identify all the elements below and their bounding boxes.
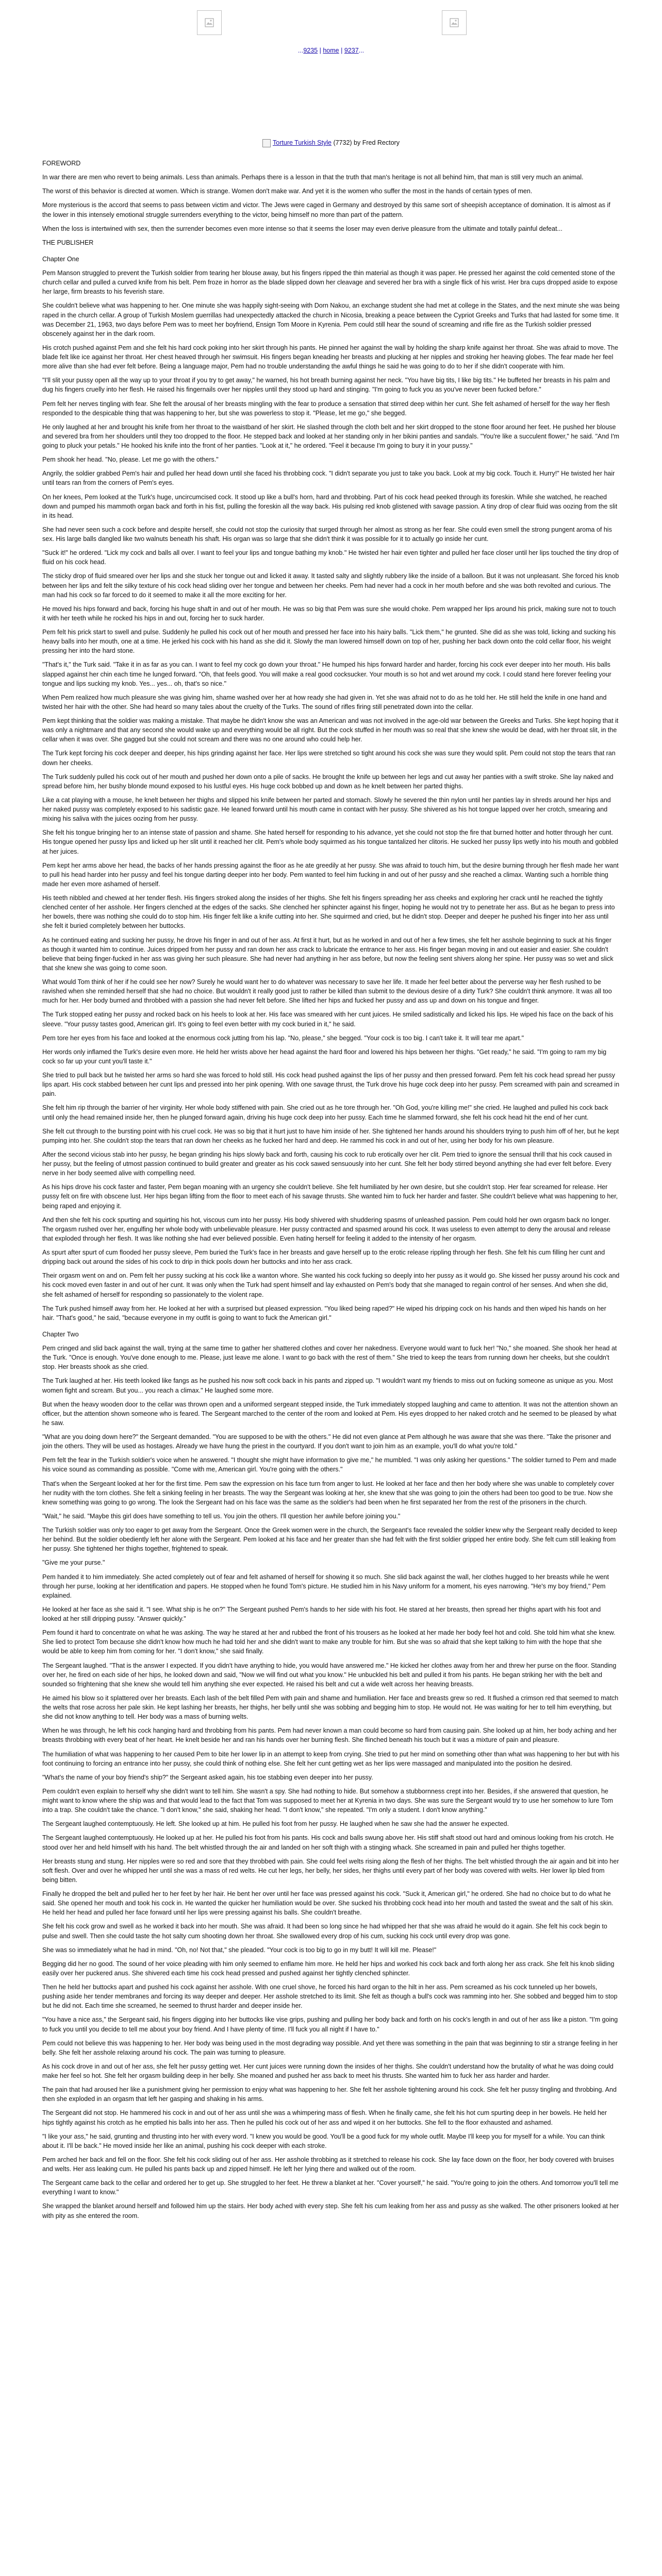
home-link[interactable]: home xyxy=(323,47,339,54)
nav-separator: | xyxy=(341,47,343,54)
top-banner-row xyxy=(0,0,662,44)
banner-ad-right[interactable] xyxy=(442,10,467,35)
story-paragraph: "You have a nice ass," the Sergeant said, his fingers digging into her buttocks like vise grips, pushing and pulling her body back and forth on his cock's length in and out of her ass like a piston. "I'm going to fuck you until you decide to tell me about your boy friend. And I have plenty of time. I'll fuck you all night if I have to." xyxy=(42,2016,618,2033)
prev-dots: ... xyxy=(297,47,304,54)
story-paragraph: Pem felt his prick start to swell and pulse. Suddenly he pulled his cock out of her mouth and pressed her face into his hairy balls. "Lick them," he grunted. She did as she was told, licking and sucking his heavy balls into her mouth, one at a time. He jerked his cock with his hand as she did it. Slowly the man lowered himself down on top of her, pushing her back down onto the cold cellar floor, his weight pressing her into the hard stone. xyxy=(42,629,616,655)
story-paragraph: He only laughed at her and brought his knife from her throat to the waistband of her skirt. He slashed through the cloth belt and her skirt dropped to the stone floor around her feet. He pushed her blouse and severed bra from her shoulders until they too dropped to the floor. He stepped back and looked at her standing only in her bikini panties and sandals. "You're like a succulent flower," he said. "And I'm going to pluck your petals." He hooked his knife into the front of her panties. "Look at it," he ordered. "Feel it because I'm going to bury it in your pussy." xyxy=(42,423,620,449)
story-paragraph: The humiliation of what was happening to her caused Pem to bite her lower lip in an attempt to keep from crying. She tried to put her mind on something other than what was happening to her but with his foot continuing to forcing an entrance into her pussy, she could think of nothing else. She felt her cunt getting wet as her lips were massaged and manipulated into the position he desired. xyxy=(42,1750,620,1767)
story-paragraph: On her knees, Pem looked at the Turk's huge, uncircumcised cock. It stood up like a bull's horn, hard and throbbing. Part of his cock head peeked through its foreskin. While she watched, he reached down and pumped his mammoth organ back and forth in his fist, pulling the foreskin all the way back. His pulsing red knob glistened with savage passion. A tiny drop of clear fluid was oozing from the slit in its head. xyxy=(42,493,618,519)
story-paragraph: The Turk stopped eating her pussy and rocked back on his heels to look at her. His face was smeared with her cunt juices. He smiled sadistically and licked his lips. He wiped his face on the back of his sleeve. "Your pussy tastes good, American girl. It's going to feel even better with my cock buried in it," he said. xyxy=(42,1011,614,1028)
story-paragraph: The worst of this behavior is directed at women. Which is strange. Women don't make war. And yet it is the women who suffer the most in the hands of certain types of men. xyxy=(42,188,533,195)
story-body xyxy=(0,148,662,2221)
story-paragraph: Pem arched her back and fell on the floor. She felt his cock sliding out of her ass. Her asshole throbbing as it stretched to release his cock. She lay face down on the floor, her body covered with bruises and welts. Her ass leaking cum. He pulled his pants back up and zipped himself. He left her lying there and walked out of the room. xyxy=(42,2156,614,2173)
story-paragraph: The sticky drop of fluid smeared over her lips and she stuck her tongue out and licked it away. It tasted salty and slightly rubbery like the inside of a balloon. But it was not unpleasant. She forced his knob between her lips and felt the silky texture of his cock head sliding over her tongue and between her cheeks. Pem had never had a cock in her mouth before and she was both revolted and curious. The man had his cock so far forced to do it seemed to make it all the more exciting for her. xyxy=(42,572,619,599)
story-paragraph: "I like your ass," he said, grunting and thrusting into her with every word. "I knew you would be good. You'll be a good fuck for my whole outfit. Maybe I'll keep you for myself for a while. You can think about it. I'll be back." He moved inside her like an animal, pushing his cock deeper with each stroke. xyxy=(42,2132,605,2149)
story-paragraph: "That's it," the Turk said. "Take it in as far as you can. I want to feel my cock go down your throat." He humped his hips forward harder and harder, forcing his cock ever deeper into her mouth. His balls slapped against her chin each time he lunged forward. "Oh, that feels good. You will make a real good cocksucker. Your mouth is so hot and wet around my cock. I could stand here forever feeling your tongue and lips sucking my knob. Yes... yes... oh, that's so nice." xyxy=(42,661,611,687)
story-paragraph: "Wait," he said. "Maybe this girl does have something to tell us. You join the others. I'll question her awhile before joining you." xyxy=(42,1512,401,1520)
story-paragraph: Her breasts stung and stung. Her nipples were so red and sore that they throbbed with pain. She could feel welts rising along the flesh of her thighs. The belt whistled through the air again and bit into her soft flesh. Over and over he whipped her until she was a mass of red welts. He cut her legs, her belly, her sides, her thighs until every part of her body was covered with welts. Her lower lip bled from being bitten. xyxy=(42,1857,619,1884)
story-paragraph: Finally he dropped the belt and pulled her to her feet by her hair. He bent her over until her face was pressed against his cock. "Suck it, American girl," he ordered. She had no choice but to do what he said. She opened her mouth and took his cock in. He wanted the quicker her humiliation would be over. She sucked his throbbing cock head into her mouth and tasted the sweat and the salt of his skin. He held her head and pulled her face forward until her lips were pressing against his balls. She couldn't breathe. xyxy=(42,1890,614,1917)
story-paragraph: What would Tom think of her if he could see her now? Surely he would want her to do whatever was necessary to save her life. It made her feel better about the perverse way her flesh rushed to be ravished when she reminded herself that she had no choice. But wouldn't it really good just to rather be killed than submit to the devious desire of a dirty Turk? She couldn't think anymore. It was all too much for her. Her body burned and throbbed with a passion she had never felt before. She lifted her hips and fucked her pussy and ass up and down on his tongue and finger. xyxy=(42,978,612,1005)
story-navigation xyxy=(0,44,662,57)
story-paragraph: The pain that had aroused her like a punishment giving her permission to enjoy what was happening to her. She felt her asshole tightening around his cock. She felt her pussy tingling and throbbing. And then she exploded in an orgasm that left her gasping and shaking in his arms. xyxy=(42,2086,617,2103)
story-paragraph: As his hips drove his cock faster and faster, Pem began moaning with an urgency she couldn't believe. She felt humiliated by her own desire, but she couldn't stop. Her fear screamed for release. Her pussy felt on fire with obscene lust. Her hips began lifting from the floor to meet each of his savage thrusts. She wanted him to fuck her harder and faster. She couldn't believe what was happening to her, being raped and enjoying it. xyxy=(42,1183,618,1210)
story-paragraph: He aimed his blow so it splattered over her breasts. Each lash of the belt filled Pem with pain and shame and humiliation. Her face and breasts grew so red. It flushed a crimson red that seemed to match the welts that rose across her pale skin. He kept lashing her breasts, her thighs, her belly until she was sobbing and begging him to stop. He would not. He was waiting for her to tell him everything, but she did not know anything to tell. Her body was a mass of burning welts. xyxy=(42,1694,619,1721)
story-paragraph: She wrapped the blanket around herself and followed him up the stairs. Her body ached with every step. She felt his cum leaking from her ass and pussy as she walked. The other prisoners looked at her with pity as she entered the room. xyxy=(42,2202,619,2219)
story-paragraph: She felt cut through to the bursting point with his cruel cock. He was so big that it hurt just to have him inside of her. She tightened her hands around his shoulders trying to push him off of her, but he kept pumping into her. She couldn't stop the tears that ran down her cheeks as he fucked her hard and deep. He rammed his cock in and out of her, using her body for his own pleasure. xyxy=(42,1127,619,1144)
story-heading: THE PUBLISHER xyxy=(42,239,94,246)
story-paragraph: When he was through, he left his cock hanging hard and throbbing from his pants. Pem had never known a man could become so hard from causing pain. She looked up at him, her body aching and her breasts throbbing with every beat of her heart. He knelt beside her and ran his hands over her burning flesh. She flinched beneath his touch but it was a mixture of pain and pleasure. xyxy=(42,1727,617,1744)
story-title-link[interactable]: Torture Turkish Style xyxy=(273,139,332,146)
story-paragraph: When Pem realized how much pleasure she was giving him, shame washed over her at how ready she had given in. Yet she was afraid not to do as he told her. He still held the knife in one hand and twisted her hair with the other. She had heard so many tales about the cruelty of the Turks. The sound of rifles firing still penetrated down into the cellar. xyxy=(42,693,607,710)
story-paragraph: She tried to pull back but he twisted her arms so hard she was forced to hold still. His cock head pushed against the lips of her pussy and then pressed forward. Pem felt his cock head spread her pussy lips apart. His cock stabbed between her cunt lips and pressed into her pink opening. With one savage thrust, the Turk drove his huge cock deep into her pussy. Pem screamed with pain and screamed in pain. xyxy=(42,1072,620,1098)
story-paragraph: After the second vicious stab into her pussy, he began grinding his hips slowly back and forth, causing his cock to rub erotically over her clit. Pem tried to ignore the sensual thrill that his cock caused in her pussy, but the feeling of utmost passion continued to build greater and greater as his cock sawed sensuously into her cunt. She felt her body stirred beyond anything she had ever felt before. Every nerve in her body seemed alive with compelling need. xyxy=(42,1150,612,1177)
story-paragraph: Pem felt the fear in the Turkish soldier's voice when he answered. "I thought she might have information to give me," he mumbled. "I was only asking her questions." The soldier turned to Pem and made his voice sound as commanding as possible. "Come with me, American girl. You're going with the others." xyxy=(42,1456,617,1473)
story-paragraph: As his cock drove in and out of her ass, she felt her pussy getting wet. Her cunt juices were running down the insides of her thighs. She couldn't understand how the brutality of what he was doing could make her feel so hot. She felt her orgasm building deep in her belly. She moaned and pushed her ass back to meet his thrusts. She wanted him to fuck her ass harder and harder. xyxy=(42,2062,614,2079)
story-title-row xyxy=(0,137,662,148)
story-paragraph: The Turk pushed himself away from her. He looked at her with a surprised but pleased expression. "You liked being raped?" He wiped his dripping cock on his hands and then wiped his hands on her hair. "That's good," he said, "because everyone in my outfit is going to want to fuck the American girl." xyxy=(42,1304,606,1321)
story-paragraph: And then she felt his cock spurting and squirting his hot, viscous cum into her pussy. His body shivered with shuddering spasms of unleashed passion. Pem could hold her own orgasm back no longer. The orgasm rushed over her, engulfing her whole body with unbelievable pleasure. Her pussy contracted and spasmed around his cock. It was useless to even attempt to deny the arousal and release that exploded through her flesh. It was like nothing she had ever believed possible. Even hating herself for feeling it added to the intensity of her orgasm. xyxy=(42,1216,611,1242)
story-paragraph: The Turk suddenly pulled his cock out of her mouth and pushed her down onto a pile of sacks. He brought the knife up between her legs and cut away her panties with a swift stroke. She lay naked and spread before him, her bushy blonde mound exposed to his lustful eyes. His huge cock bobbed up and down as he knelt between her parted thighs. xyxy=(42,773,614,790)
next-story-link[interactable]: 9237 xyxy=(344,47,359,54)
story-paragraph: Pem shook her head. "No, please. Let me go with the others." xyxy=(42,456,219,464)
story-paragraph: Pem Manson struggled to prevent the Turkish soldier from tearing her blouse away, but his fingers ripped the thin material as though it was paper. He pressed her against the cold cemented stone of the church cellar and pulled a curved knife from his belt. Pem froze in horror as the blade slipped down her cleavage and severed her bra with a single flick of his wrist. Her bra cups dropped aside to expose her large, firm breasts to his feverish stare. xyxy=(42,269,618,296)
story-heading: Chapter One xyxy=(42,255,79,263)
story-heading: Chapter Two xyxy=(42,1330,79,1338)
story-paragraph: She felt his tongue bringing her to an intense state of passion and shame. She hated herself for responding to his advance, yet she could not stop the fire that burned hotter and hotter through her cunt. His tongue opened her pussy lips and licked up her slit until it reached her clit. Pem's whole body squirmed as his tongue tantalized her clitoris. He sucked her pussy lips wetly into his mouth and gobbled at her juices. xyxy=(42,829,618,855)
story-paragraph: She felt him rip through the barrier of her virginity. Her whole body stiffened with pain. She cried out as he tore through her. "Oh God, you're killing me!" she cried. He laughed and pulled his cock back until only the head remained inside her, then he plunged forward again, driving his huge cock deep into her pussy. Each time he slammed forward, she felt his cock head hit the end of her cunt. xyxy=(42,1104,608,1121)
story-paragraph: As spurt after spurt of cum flooded her pussy sleeve, Pem buried the Turk's face in her breasts and gave herself up to the erotic release rippling through her flesh. She felt his cum filling her cunt and dripping back out around the sides of his cock to drip in thick pools down her buttocks and into her ass crack. xyxy=(42,1249,605,1266)
story-author: by Fred Rectory xyxy=(352,139,400,146)
story-paragraph: His teeth nibbled and chewed at her tender flesh. His fingers stroked along the insides of her thighs. She felt his fingers spreading her ass cheeks and exploring her crack until he reached the tightly clenched center of her asshole. Her fingers clenched at the edges of the sacks. She clenched her sphincter against his finger, hoping he would not try to penetrate her ass. But as he began to press into her bowels, there was nothing she could do to stop him. His finger felt like a knife cutting into her. She squirmed and cried, but he didn't stop. Deeper and deeper he pushed his finger into her ass until she felt it buried completely between her buttocks. xyxy=(42,894,615,930)
story-paragraph: Pem found it hard to concentrate on what he was asking. The way he stared at her and rubbed the front of his trousers as he looked at her made her body feel hot and cold. She told him what she knew. She lied to protect Tom because she didn't know how much he had told her and she didn't want to make any trouble for him. But she was so afraid that she kept talking to him with the hope that she would be able to keep him from coming for her. "I don't know," she said finally. xyxy=(42,1629,616,1655)
story-paragraph: "Give me your purse." xyxy=(42,1559,105,1567)
story-paragraph: Begging did her no good. The sound of her voice pleading with him only seemed to enflame him more. He held her hips and worked his cock back and forth along her ass crack. She felt his knob sliding easily over her puckered anus. She shivered each time his cock head pressed and pushed against her tightly clenched sphincter. xyxy=(42,1960,615,1977)
story-paragraph: Pem handed it to him immediately. She acted completely out of fear and felt ashamed of herself for showing it so much. She slid back against the wall, her clothes hugged to her breasts while he went through her purse, looking at her identification and papers. He stopped when he found Tom's picture. He studied him in his Navy uniform for a moment, his eyes narrowing. "He's my boy friend," Pem explained. xyxy=(42,1573,609,1599)
story-paragraph: The Sergeant laughed contemptuously. He left. She looked up at him. He pulled his foot from her pussy. He laughed when he saw she had the answer he expected. xyxy=(42,1820,509,1828)
story-paragraph: As he continued eating and sucking her pussy, he drove his finger in and out of her ass. At first it hurt, but as he worked in and out of her a few times, she felt her asshole beginning to suck at his finger as though it wanted him to continue. Juices dripped from her pussy and ran down her ass crack to lubricate the entrance to her ass. His finger began moving in and out easier and easier. She couldn't believe that being finger-fucked in her ass was giving her such pleasure. She had never had anything in her ass before, but now the feeling sent shivers along her spine. Her pussy was so wet and slick that she knew she was going to come soon. xyxy=(42,936,614,972)
story-paragraph: Pem felt her nerves tingling with fear. She felt the arousal of her breasts mingling with the fear to produce a sensation that stirred deep within her cunt. She felt ashamed of herself for the way her flesh responded to the despicable thing that was happening to her, but she was powerless to stop it. "Please, let me go," she begged. xyxy=(42,400,610,417)
story-paragraph: But when the heavy wooden door to the cellar was thrown open and a uniformed sergeant stepped inside, the Turk immediately stopped laughing and came to attention. It was not the attention shown an officer, but the attention shown someone who is feared. The Sergeant marched to the center of the room and looked at Pem. His eyes dropped to her naked crotch and he seemed to be pleased by what he saw. xyxy=(42,1400,618,1427)
story-paragraph: She had never seen such a cock before and despite herself, she could not stop the curiosity that surged through her almost as strong as her fear. She could even smell the strong pungent aroma of his sex. His large balls dangled like two walnuts beneath his shaft. His organ was so large that she didn't think it was possible for it to actually go inside her cunt. xyxy=(42,526,612,543)
story-paragraph: More mysterious is the accord that seems to pass between victim and victor. The Jews were caged in Germany and destroyed by this same sort of sheepish acceptance of domination. It is almost as if the lower in this intensely emotional struggle surrenders everything to the victor, being himself no more than part of the pattern. xyxy=(42,201,610,218)
story-paragraph: "What are you doing down here?" the Sergeant demanded. "You are supposed to be with the others." He did not even glance at Pem although he was aware that she was there. "Take the prisoner and join the others. They will be used as hostages. Already we have hung the priest in the courtyard. If you don't want to join him as an example, you'll do what you're told." xyxy=(42,1433,611,1450)
story-paragraph: He moved his hips forward and back, forcing his huge shaft in and out of her mouth. He was so big that Pem was sure she would choke. Pem wrapped her lips around his prick, making sure not to touch it with her teeth while he rocked his hips in and out, forcing her to suck harder. xyxy=(42,605,616,622)
next-dots: ... xyxy=(358,47,365,54)
story-id: (7732) xyxy=(331,139,352,146)
story-paragraph: The Turk laughed at her. His teeth looked like fangs as he pushed his now soft cock back in his pants and zipped up. "I wouldn't want my friends to miss out on fucking someone as unique as you. Most women fight and scream. But you... you reach a climax." He laughed some more. xyxy=(42,1377,613,1394)
story-paragraph: The Sergeant laughed. "That is the answer I expected. If you didn't have anything to hide, you would have answered me." He kicked her clothes away from her and threw her purse on the floor. Standing over her, he fired on each side of her hips, he looked down and said, "Now we will find out what you know." He unbuckled his belt and pulled it from his pants. He began striking her with the belt and sounded so frightening that she knew she would tell him anything she ever expected. He raised his belt and cut a wide welt across her heaving breasts. xyxy=(42,1662,617,1688)
nav-separator: | xyxy=(319,47,321,54)
story-paragraph: "I'll slit your pussy open all the way up to your throat if you try to get away," he warned, his hot breath burning against her neck. "You have big tits, I like big tits." He buffeted her breasts in his palm and dug his fingers cruelly into her flesh. He raised his fingernails over her nipples until they stood up hard and stinging. "I'm going to fuck you as you've never been fucked before." xyxy=(42,377,610,394)
story-paragraph: His crotch pushed against Pem and she felt his hard cock poking into her skirt through his pants. He pinned her against the wall by holding the sharp knife against her throat. She was afraid to move. The blade felt like ice against her throat. Her chest heaved through her swimsuit. His fingers began kneading her breasts and plucking at her nipples and stroking her heaving globes. The fear made her feel more alive than she had ever felt before. Being a language major, Pem had no trouble understanding the awful things he said he was going to do to her if she didn't cooperate with him. xyxy=(42,344,619,370)
story-paragraph: He looked at her face as she said it. "I see. What ship is he on?" The Sergeant pushed Pem's hands to her side with his foot. He stared at her breasts, then spread her thighs apart with his foot and looked at her still dripping pussy. "Answer quickly." xyxy=(42,1605,601,1622)
story-paragraph: Like a cat playing with a mouse, he knelt between her thighs and slipped his knife between her parted and stomach. Slowly he severed the thin nylon until her panties lay in shreds around her hips and her naked pussy was completely exposed to his sadistic gaze. He leaned forward until his mouth came in contact with her pussy. She shivered as his hot tongue lapped over her crotch, smearing and mixing his saliva with the juices oozing from her pussy. xyxy=(42,796,611,823)
story-paragraph: Angrily, the soldier grabbed Pem's hair and pulled her head down until she faced his throbbing cock. "I didn't separate you just to take you back. Look at my big cock. Touch it. Hurry!" He twisted her hair until tears ran from the corners of Pem's eyes. xyxy=(42,470,615,487)
story-paragraph: The Turk kept forcing his cock deeper and deeper, his hips grinding against her face. Her lips were stretched so tight around his cock she was sure they would split. Pem could not stop the tears that ran down her cheeks. xyxy=(42,750,616,767)
story-icon xyxy=(262,139,271,147)
story-paragraph: When the loss is intertwined with sex, then the surrender becomes even more intense so that it seems the loser may even derive pleasure from the ultimate and totally painful defeat... xyxy=(42,225,562,232)
prev-story-link[interactable]: 9235 xyxy=(303,47,318,54)
story-paragraph: The Turkish soldier was only too eager to get away from the Sergeant. Once the Greek women were in the church, the Sergeant's face revealed the soldier knew why the Sergeant really decided to keep her behind. But the soldier obediently left her alone with the Sergeant. Pem looked at his face and her greater than she had felt with the first soldier gripped her entire body. She felt cum still leaking from her pussy. She tightened her thighs together, frightened to speak. xyxy=(42,1527,617,1553)
story-paragraph: She was so immediately what he had in mind. "Oh, no! Not that," she pleaded. "Your cock is too big to go in my butt! It will kill me. Please!" xyxy=(42,1946,437,1954)
story-paragraph: Her words only inflamed the Turk's desire even more. He held her wrists above her head against the hard floor and lowered his hips between her thighs. "Get ready," he said. "I'm going to ram my big cock so far up your cunt you'll taste it." xyxy=(42,1048,607,1065)
story-paragraph: In war there are men who revert to being animals. Less than animals. Perhaps there is a lesson in that the truth that man's heritage is not all behind him, that man is still very much an animal. xyxy=(42,174,584,181)
story-heading: FOREWORD xyxy=(42,160,81,167)
story-paragraph: Pem cringed and slid back against the wall, trying at the same time to gather her shattered clothes and cover her nakedness. Everyone would want to fuck her! "No," she moaned. She shook her head at the Turk. "Once is enough. You've done enough to me. Please, just leave me alone. I want to go back with the rest of them." She tried to keep the tears from running down her cheeks, but she couldn't stop. Her breasts shook as she cried. xyxy=(42,1345,617,1371)
story-paragraph: That's when the Sergeant looked at her for the first time. Pem saw the expression on his face turn from anger to lust. He looked at her face and then her body where she was unable to completely cover her nudity with the torn clothes. She felt a sinking feeling in her breasts. The way the Sergeant was looking at her, she knew that she was going to join the others had been too good to be true. Now she knew something was going to go wrong. The look the Sergeant had on his face was the same as the soldier's had been when he first separated her from the rest of the prisoners in the church. xyxy=(42,1480,615,1506)
story-paragraph: Pem couldn't even explain to herself why she didn't want to tell him. She wasn't a spy. She had nothing to hide. But somehow a stubbornness crept into her. Besides, if she answered that question, he might want to know where the ship was and that would lead to the fact that Tom was supposed to meet her at Kyrenia in two days. She was sure the Sergeant would try to use her somehow to lure Tom into a trap. She couldn't take the chance. "I don't know," she said, shaking her head. "I don't know," she repeated. "I'm only a student. I don't know anything." xyxy=(42,1787,614,1814)
banner-ad-left[interactable] xyxy=(197,10,222,35)
story-paragraph: Pem kept her arms above her head, the backs of her hands pressing against the floor as he ate greedily at her pussy. She was afraid to touch him, but the desire burning through her flesh made her want to pull his head harder into her pussy and feel his tongue darting deeper into her body. Pem wanted to feel him fucking in and out of her pussy and she reached a climax. Wanting such a horrible thing made her even more ashamed of herself. xyxy=(42,861,619,888)
broken-image-icon xyxy=(205,18,214,27)
broken-image-icon xyxy=(450,18,459,27)
story-paragraph: "What's the name of your boy friend's ship?" the Sergeant asked again, his toe stabbing even deeper into her pussy. xyxy=(42,1773,373,1781)
story-paragraph: The Sergeant came back to the cellar and ordered her to get up. She struggled to her feet. He threw a blanket at her. "Cover yourself," he said. "You're going to join the others. And tomorrow you'll tell me everything I want to know." xyxy=(42,2179,619,2196)
story-paragraph: Pem kept thinking that the soldier was making a mistake. That maybe he didn't know she was an American and was not involved in the age-old war between the Greeks and Turks. She kept hoping that it was only a nightmare and that any second she would wake up and everything would be all right. But the cock stuffed in her mouth was so real that she knew she would be dead, with her throat slit, in the cellar when it was over. She gagged but she could not scream and there was no one around who could help her. xyxy=(42,717,619,743)
story-paragraph: Pem could not believe this was happening to her. Her body was being used in the most degrading way possible. And yet there was something in the pain that was beginning to stir a strange feeling in her belly. She felt her asshole relaxing around his cock. The pain was turning to pleasure. xyxy=(42,2039,618,2056)
story-paragraph: She felt his cock grow and swell as he worked it back into her mouth. She was afraid. It had been so long since he had whipped her that she was afraid he would do it again. She felt his cock begin to pulse and swell. Then she could taste the hot salty cum shooting down her throat. She swallowed every drop of his cum, sucking his cock until every drop was gone. xyxy=(42,1923,607,1940)
story-paragraph: Then he held her buttocks apart and pushed his cock against her asshole. With one cruel shove, he forced his hard organ to the hilt in her ass. Pem screamed as his cock tunneled up her bowels, pushing aside her tender membranes and forcing its way deeper and deeper. Her asshole stretched to its limit. She felt as though a bull's cock was ramming into her. She sobbed and begged him to stop but he did not. Each time she screamed, he seemed to thrust harder and deeper inside her. xyxy=(42,1984,618,2010)
story-paragraph: The Sergeant laughed contemptuously. He looked up at her. He pulled his foot from his pants. His cock and balls swung above her. His stiff shaft stood out hard and ominous looking from his crotch. He stood over her and held himself with his hand. The belt whistled through the air and landed on her soft thigh with a stinging whack. She screamed in pain and pulled her thighs together. xyxy=(42,1834,614,1851)
story-paragraph: "Suck it!" he ordered. "Lick my cock and balls all over. I want to feel your lips and tongue bathing my knob." He twisted her hair even tighter and pulled her face closer until her lips touched the tiny drop of fluid on his cock head. xyxy=(42,549,619,566)
story-paragraph: She couldn't believe what was happening to her. One minute she was happily sight-seeing with Dorn Nakou, an exchange student she had met at college in the States, and the next minute she was being raped in the church cellar. A group of Turkish Moslem guerrillas had unexpectedly attacked the church in Nicosia, breaking a peace between the Cypriot Greeks and Turks that had lasted for some time. It was December 21, 1963, two days before Pem was to meet her boyfriend, Ensign Tom Moore in Kyrenia. Pem could still hear the sound of screaming and rifle fire as the Turkish soldier pressed obscenely against her in the dark room. xyxy=(42,302,620,337)
story-paragraph: Their orgasm went on and on. Pem felt her pussy sucking at his cock like a wanton whore. She wanted his cock fucking so deeply into her pussy as it would go. She kissed her pussy around his cock and his cock moved even faster in and out of her cunt. It was only when the Turk had spent himself and lay exhausted on Pem's body that she managed to regain control of her senses. And when she did, she felt ashamed of herself for responding so passionately to the violent rape. xyxy=(42,1272,620,1298)
story-paragraph: Pem tore her eyes from his face and looked at the enormous cock jutting from his lap. "No, please," she begged. "Your cock is too big. I can't take it. It will tear me apart." xyxy=(42,1034,524,1042)
story-paragraph: The Sergeant did not stop. He hammered his cock in and out of her ass until she was a whimpering mass of flesh. When he finally came, she felt his hot cum spurting deep in her bowels. He held her hips tightly against his crotch as he emptied his balls into her ass. Then he pulled his cock out of her ass and wiped it on her buttocks. She fell to the floor exhausted and ashamed. xyxy=(42,2109,607,2126)
